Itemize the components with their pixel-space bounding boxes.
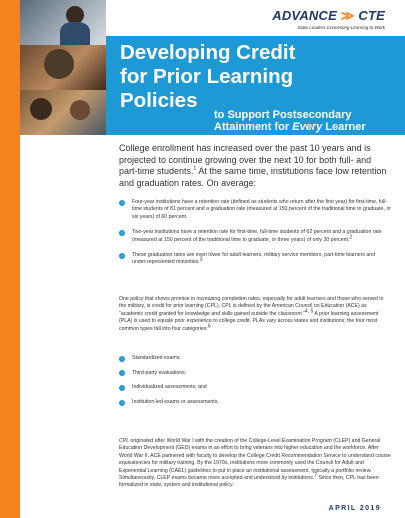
pla-types-list <box>119 355 391 414</box>
footnote-ref: 2 <box>349 233 353 240</box>
photo-strip <box>20 0 106 135</box>
list-item: › Third-party evaluations; <box>119 370 391 377</box>
footnote-ref: 7 <box>314 472 318 479</box>
list-item: › Institution-led exams or assessments. <box>119 399 391 406</box>
page-subtitle: to Support Postsecondary Attainment for Every Learner <box>214 109 366 133</box>
cpl-history-paragraph: CPL originated after World War I with the creation of the College-Level Examination Program (CLEP) and General Education Development (GED) exams in an effort to bring veterans into higher education and the workforce. After World War II, ACE partnered with faculty to develop the College Credit Recommendation Service to understand course equivalencies for military training. By the 1970s, institutions more commonly used the Council for Adult and Experiential Learning (CAEL) guidelines to put in place an institutional assessment, typically a portfolio review. Simultaneously, CLEP exams became more accepted and understood by institutions.$^7$ Since then, CPL has been formalized in state, system and institutional policy. <box>119 438 391 489</box>
publication-date: APRIL 2019 <box>328 505 381 512</box>
photo-students <box>20 90 106 135</box>
footnote-ref: 6 <box>207 322 211 329</box>
chevron-right-icon: › <box>119 400 125 406</box>
advance-cte-logo <box>272 8 385 30</box>
statistics-list <box>119 199 391 275</box>
chevron-right-icon: › <box>119 230 125 236</box>
photo-soldier <box>20 45 106 90</box>
list-item: › Individualized assessments; and <box>119 384 391 391</box>
logo-tagline: State Leaders Connecting Learning to Work <box>297 25 385 30</box>
chevron-right-icon: › <box>119 253 125 259</box>
list-item: › Standardized exams; <box>119 355 391 362</box>
logo-arrow-icon: ≫ <box>340 8 355 23</box>
orange-sidebar-bar <box>0 0 20 518</box>
chevron-right-icon: › <box>119 370 125 376</box>
footnote-ref: 4, 5 <box>304 308 314 315</box>
title-band <box>106 36 405 135</box>
chevron-right-icon: › <box>119 356 125 362</box>
list-item: › These graduation rates are even lower for adult learners, military service members, part-time learners and under-represented minorities.$^3$ <box>119 252 391 267</box>
cpl-definition-paragraph: One policy that shows promise in increasing completion rates, especially for adult learners and those who served in the military, is credit for prior learning (CPL). CPL is defined by the American Council on Education (ACE) as "academic credit granted for knowledge and skills gained outside the classroom."$^{4, 5}$ A prior learning assessment (PLA) is used to equate prior experience to college credit. PLAs vary across states and institutions; the four most common types fall into four categories:$^6$ <box>119 296 384 332</box>
photo-laptop-worker <box>20 0 106 45</box>
logo-brand: ADVANCE <box>272 8 337 23</box>
chevron-right-icon: › <box>119 385 125 391</box>
list-item: › Two-year institutions have a retention rate for first-time, full-time students of 62 percent and a graduation rate (measured at 150 percent of the traditional time to graduate, or three years) of only 30 percent.$^2$ <box>119 229 391 244</box>
intro-paragraph: College enrollment has increased over the past 10 years and is projected to continue growing over the next 10 for both full- and part-time students.$^1$ At the same time, institutions face low retention and graduation rates. On average: <box>119 143 387 188</box>
logo-suffix: CTE <box>358 8 385 23</box>
page-title: Developing Credit for Prior Learning Policies <box>120 41 296 112</box>
footnote-ref: 1 <box>193 166 197 172</box>
footnote-ref: 3 <box>199 256 203 263</box>
chevron-right-icon: › <box>119 200 125 206</box>
list-item: › Four-year institutions have a retention rate (defined as students who return after the first year) for first-time, full-time students of 81 percent and a graduation rate (measured at 150 percent of the traditional time to graduate, or six years) of 60 percent. <box>119 199 391 221</box>
